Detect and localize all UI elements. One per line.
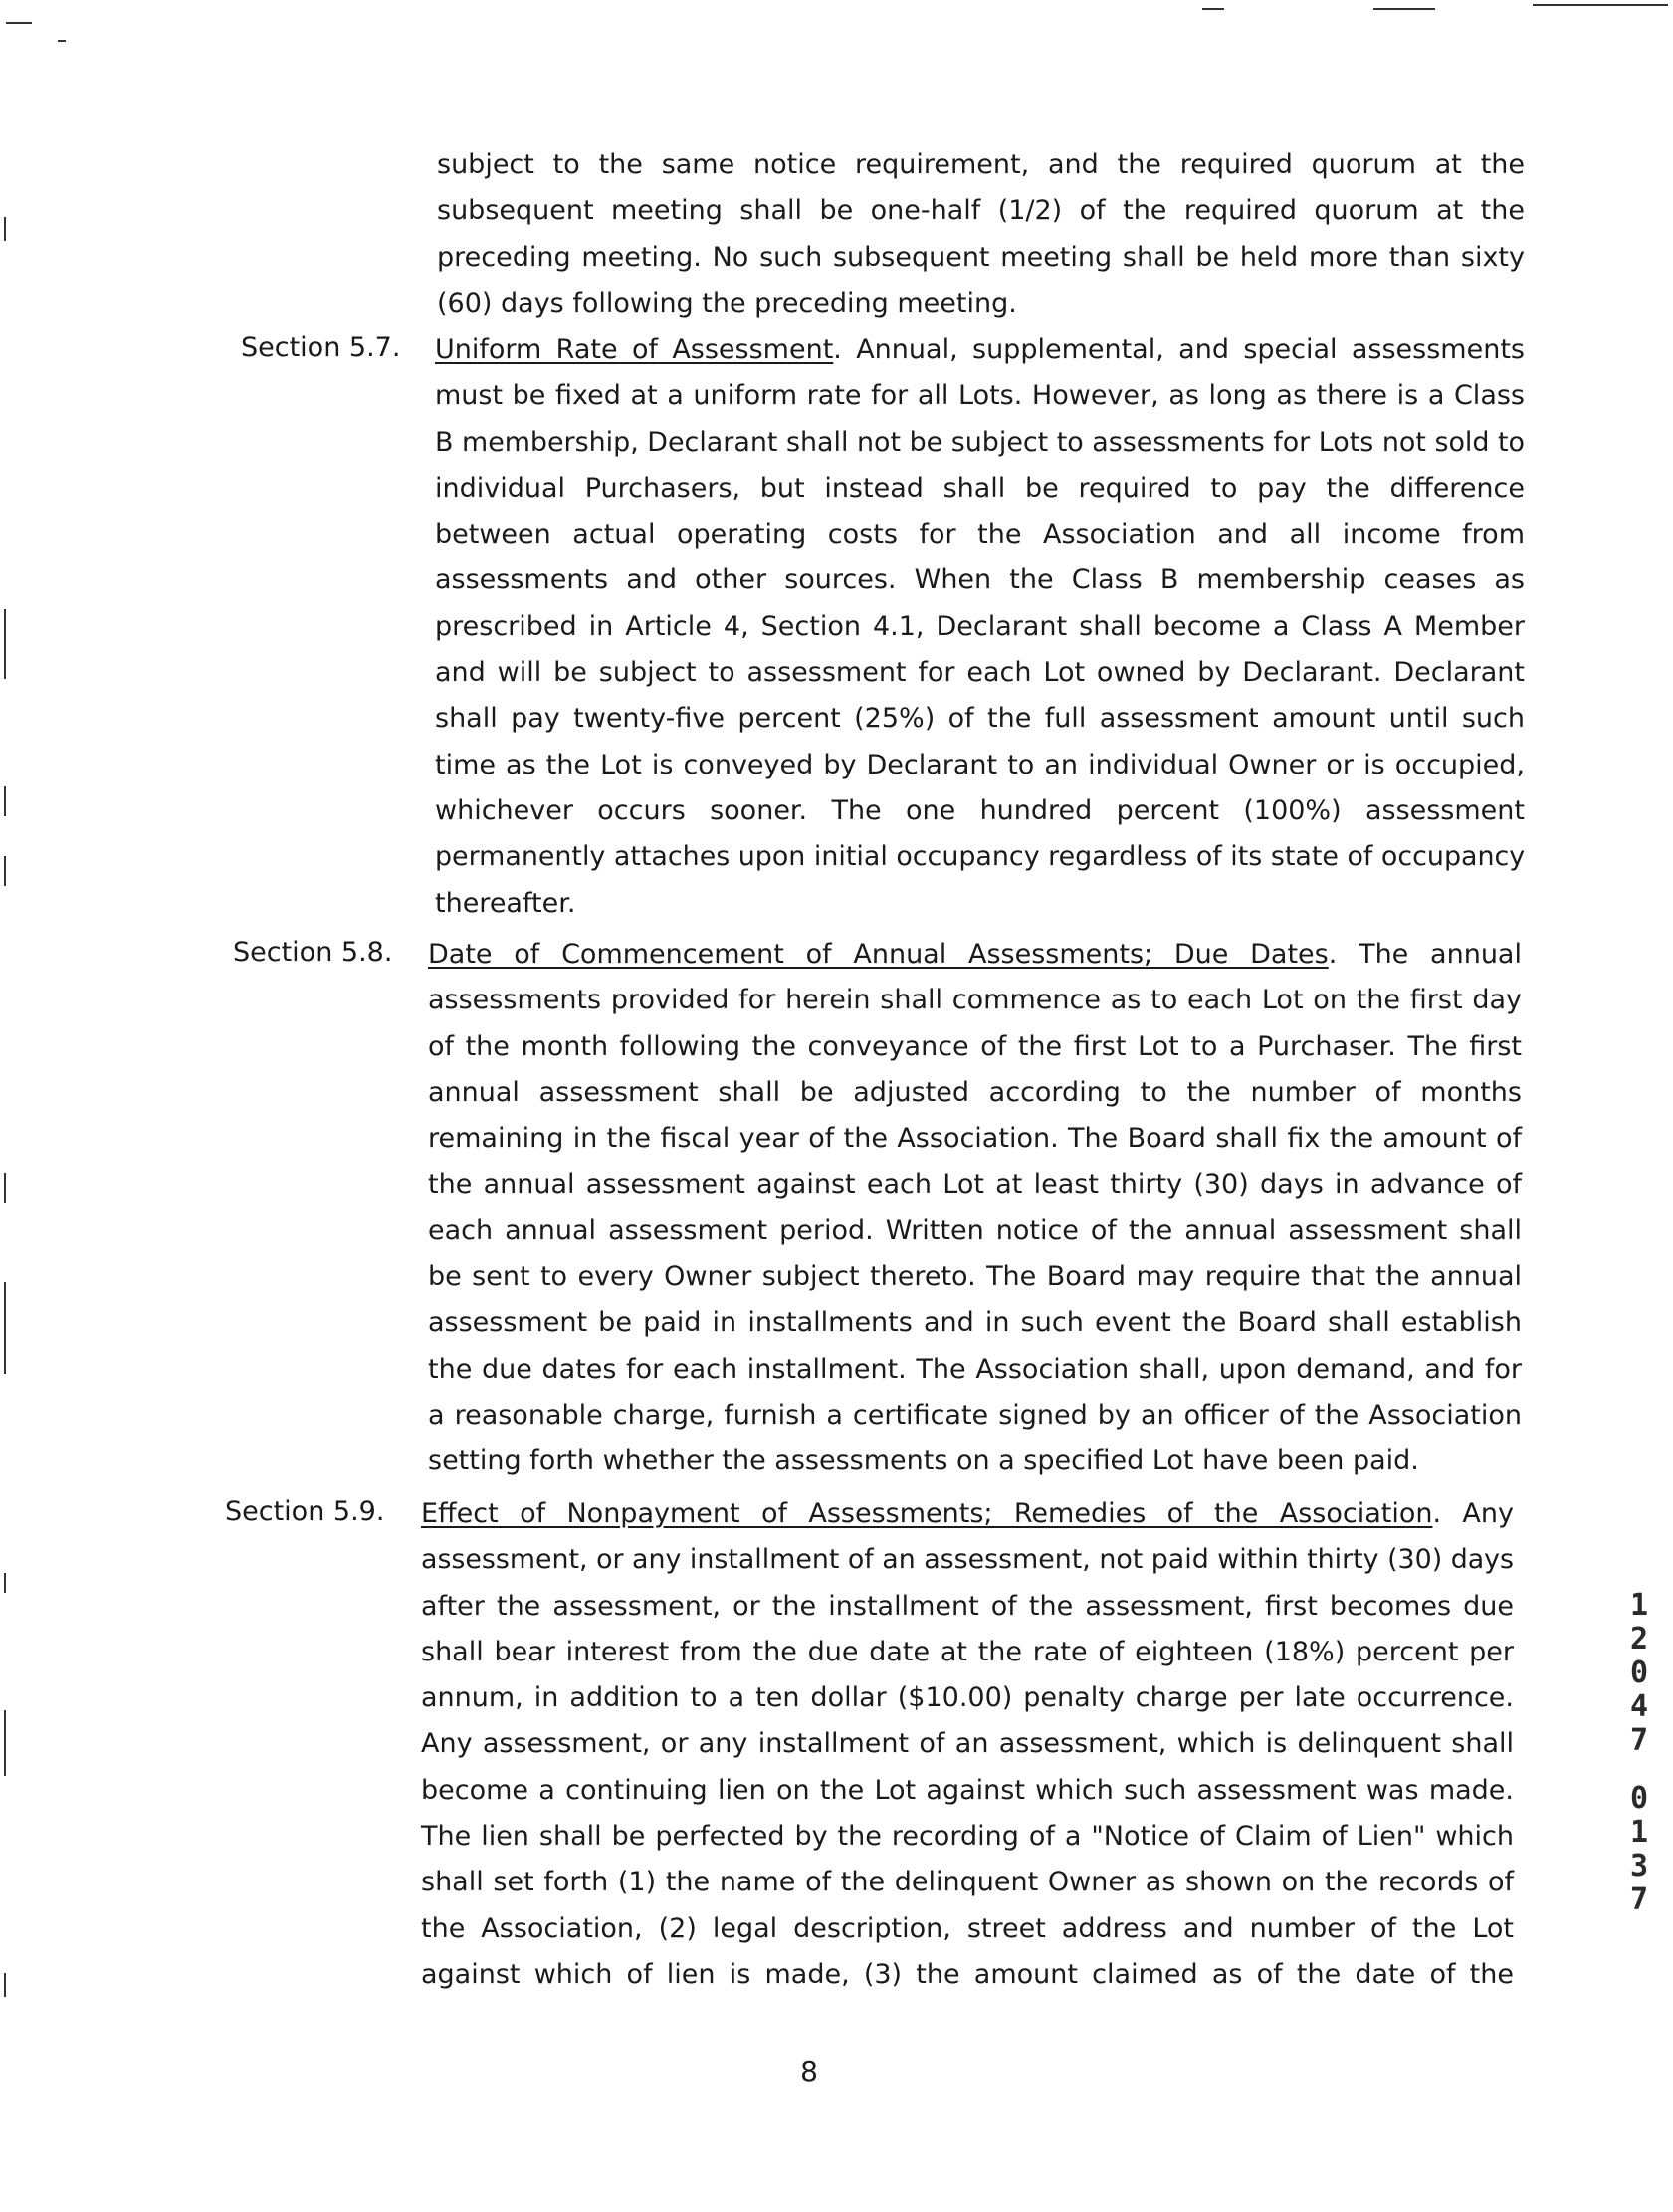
section-label: Section 5.7.	[241, 332, 401, 363]
text-line: remaining in the fiscal year of the Association. The Board shall fix the amount of	[428, 1123, 1522, 1155]
scan-mark	[1533, 4, 1668, 6]
recording-stamp-digit: 3	[1629, 1849, 1649, 1883]
scan-mark	[6, 22, 32, 24]
section-heading: Date of Commencement of Annual Assessments; Due Dates	[428, 939, 1329, 970]
text-line: must be fixed at a uniform rate for all Lots. However, as long as there is a Class	[435, 380, 1525, 412]
section-heading-line	[435, 328, 1525, 373]
text-line: be sent to every Owner subject thereto. The Board may require that the annual	[428, 1261, 1522, 1293]
section-heading-rest: . The annual	[1328, 939, 1522, 970]
text-line: subsequent meeting shall be one-half (1/2) of the required quorum at the	[437, 195, 1525, 227]
section-heading-line	[421, 1491, 1514, 1537]
text-line: subject to the same notice requirement, and the required quorum at the	[437, 149, 1525, 180]
page-number: 8	[800, 2055, 818, 2088]
recording-stamp-digit: 1	[1629, 1815, 1649, 1850]
text-line: assessment, or any installment of an assessment, not paid within thirty (30) days	[421, 1544, 1515, 1576]
text-line: permanently attaches upon initial occupancy regardless of its state of occupancy	[435, 841, 1526, 873]
recording-stamp-digit: 7	[1629, 1723, 1649, 1758]
text-line: setting forth whether the assessments on a specified Lot have been paid.	[428, 1445, 1419, 1477]
text-line: thereafter.	[435, 887, 576, 919]
text-line: assessments provided for herein shall commence as to each Lot on the first day	[428, 985, 1522, 1016]
scan-mark	[4, 1973, 6, 1997]
text-line: the annual assessment against each Lot at least thirty (30) days in advance of	[428, 1169, 1522, 1201]
text-line: individual Purchasers, but instead shall be required to pay the difference	[435, 472, 1525, 504]
text-line: the Association, (2) legal description, street address and number of the Lot	[421, 1912, 1514, 1944]
scan-mark	[4, 217, 6, 241]
section-heading: Uniform Rate of Assessment	[435, 334, 834, 365]
text-line: between actual operating costs for the Association and all income from	[435, 519, 1525, 551]
scan-mark	[4, 1173, 6, 1203]
section-5-7-body	[435, 328, 1525, 927]
scan-mark	[4, 1282, 6, 1374]
scan-mark	[4, 1573, 6, 1593]
scan-mark	[1202, 8, 1224, 10]
text-line: annum, in addition to a ten dollar ($10.00) penalty charge per late occurrence.	[421, 1682, 1514, 1714]
scan-mark	[4, 786, 6, 816]
text-line: after the assessment, or the installment of the assessment, first becomes due	[421, 1590, 1514, 1622]
section-heading-rest: . Annual, supplemental, and special assessments	[833, 334, 1525, 365]
scan-mark	[1373, 8, 1435, 10]
text-line: a reasonable charge, furnish a certificate signed by an officer of the Association	[428, 1399, 1522, 1431]
text-line: preceding meeting. No such subsequent meeting shall be held more than sixty	[437, 241, 1525, 273]
text-line: shall bear interest from the due date at the rate of eighteen (18%) percent per	[421, 1636, 1514, 1667]
scan-mark	[4, 1710, 6, 1776]
text-line: assessments and other sources. When the Class B membership ceases as	[435, 564, 1525, 596]
text-line: against which of lien is made, (3) the amount claimed as of the date of the	[421, 1958, 1514, 1990]
intro-paragraph	[437, 142, 1525, 327]
section-5-8-body	[428, 932, 1522, 1485]
section-label: Section 5.9.	[225, 1496, 385, 1527]
text-line: the due dates for each installment. The Association shall, upon demand, and for	[428, 1353, 1522, 1385]
recording-stamp-digit: 1	[1629, 1588, 1649, 1623]
text-line: shall pay twenty-five percent (25%) of the full assessment amount until such	[435, 703, 1525, 735]
recording-stamp-digit: 0	[1629, 1656, 1649, 1690]
text-line: Any assessment, or any installment of an assessment, which is delinquent shall	[421, 1728, 1514, 1760]
scan-mark	[4, 856, 6, 886]
text-line: each annual assessment period. Written notice of the annual assessment shall	[428, 1215, 1522, 1246]
section-5-9-body	[421, 1491, 1514, 1998]
text-line: annual assessment shall be adjusted according to the number of months	[428, 1076, 1522, 1108]
scan-mark	[4, 609, 6, 679]
recording-stamp-digit: 2	[1629, 1622, 1649, 1657]
scan-mark	[58, 40, 66, 42]
recording-stamp-digit: 0	[1629, 1781, 1649, 1816]
text-line: become a continuing lien on the Lot against which such assessment was made.	[421, 1774, 1514, 1806]
section-heading-rest: . Any	[1432, 1498, 1514, 1529]
text-line: whichever occurs sooner. The one hundred percent (100%) assessment	[435, 794, 1525, 826]
section-label: Section 5.8.	[233, 937, 393, 968]
text-line: B membership, Declarant shall not be subject to assessments for Lots not sold to	[435, 426, 1525, 458]
text-line: assessment be paid in installments and in such event the Board shall establish	[428, 1307, 1522, 1339]
section-heading: Effect of Nonpayment of Assessments; Remedies of the Association	[421, 1498, 1433, 1529]
recording-stamp-digit: 7	[1629, 1882, 1649, 1917]
text-line: The lien shall be perfected by the recording of a "Notice of Claim of Lien" which	[421, 1821, 1514, 1853]
text-line: prescribed in Article 4, Section 4.1, Declarant shall become a Class A Member	[435, 610, 1525, 642]
text-line: shall set forth (1) the name of the delinquent Owner as shown on the records of	[421, 1867, 1514, 1898]
text-line: time as the Lot is conveyed by Declarant to an individual Owner or is occupied,	[435, 749, 1525, 780]
text-line: (60) days following the preceding meeting.	[437, 287, 1017, 319]
section-heading-line	[428, 932, 1522, 978]
text-line: of the month following the conveyance of the first Lot to a Purchaser. The first	[428, 1030, 1522, 1062]
text-line: and will be subject to assessment for each Lot owned by Declarant. Declarant	[435, 657, 1525, 689]
recording-stamp-digit: 4	[1629, 1689, 1649, 1724]
